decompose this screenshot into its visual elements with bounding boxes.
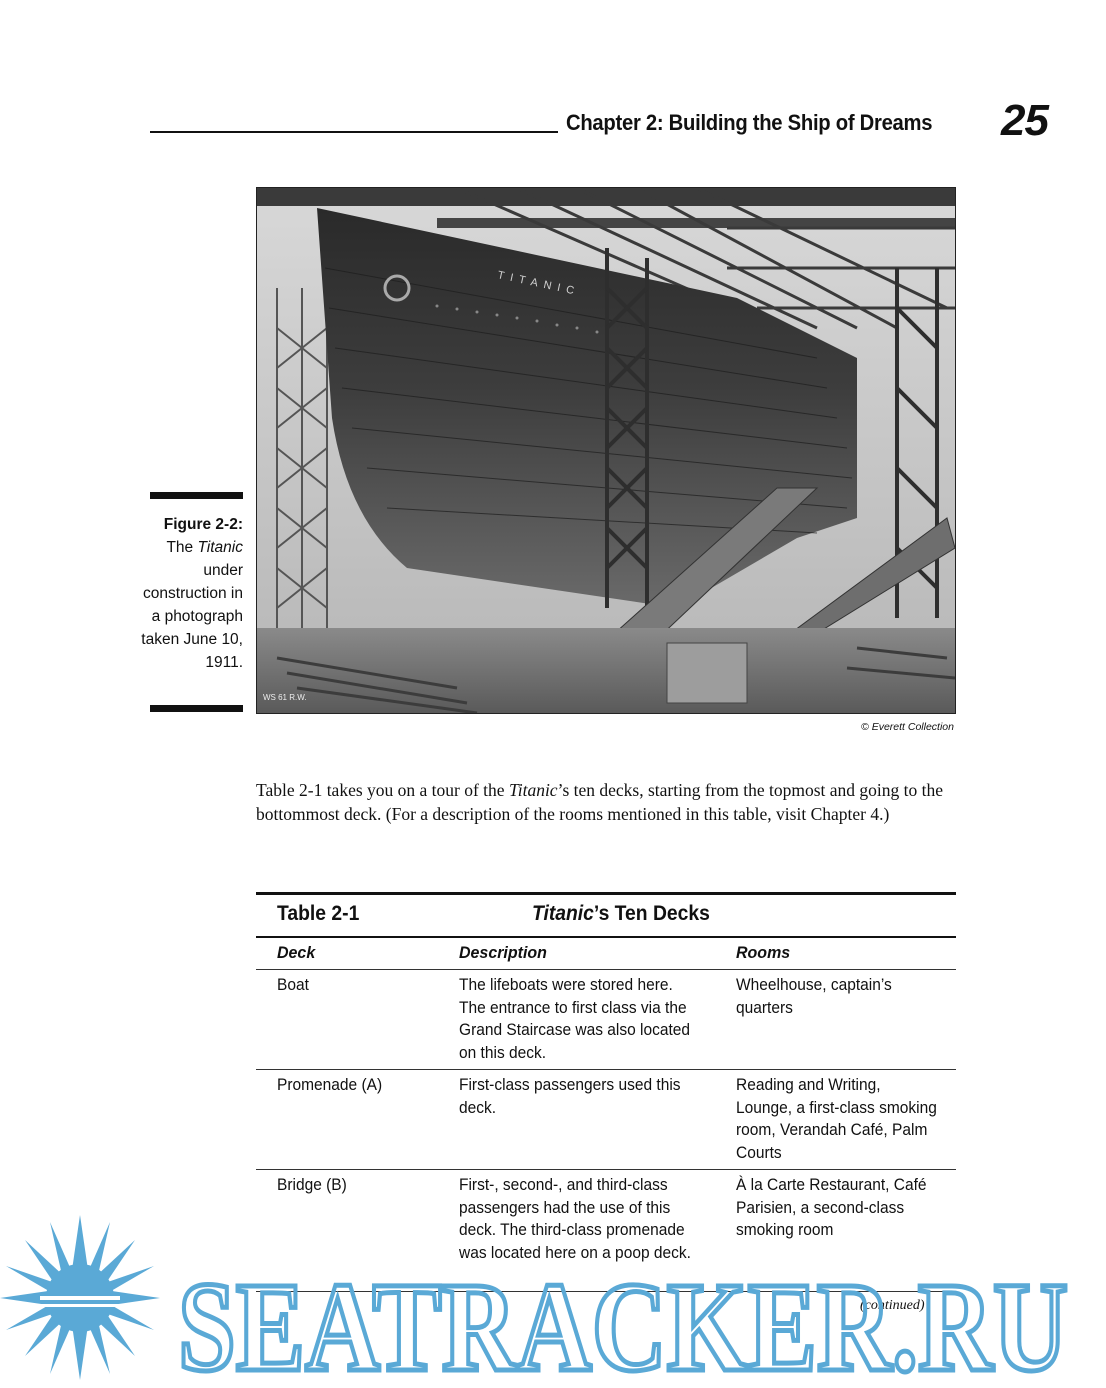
column-header-rooms: Rooms bbox=[736, 943, 791, 962]
header-rule bbox=[150, 131, 558, 133]
table-cell-description: The lifeboats were stored here. The entrance to first class via the Grand Staircase was also located on this deck. bbox=[459, 976, 691, 1063]
intro-after: ’s ten decks, starting from the topmost and going to the bottommost deck. (For a description of the rooms mentioned in this table, visit Chapter 4.) bbox=[256, 780, 944, 824]
photo-credit: © Everett Collection bbox=[861, 721, 954, 733]
table-cell-deck: Boat bbox=[277, 976, 309, 994]
table-row-rule bbox=[256, 1169, 956, 1170]
table-head-rule bbox=[256, 936, 956, 938]
caption-italic: Titanic bbox=[197, 539, 243, 556]
table-cell-deck: Promenade (A) bbox=[277, 1076, 383, 1094]
page-number: 25 bbox=[1001, 96, 1048, 145]
plate-mark: WS 61 R.W. bbox=[263, 693, 307, 702]
table-cell-rooms: Reading and Writing, Lounge, a first-class smoking room, Verandah Café, Palm Courts bbox=[736, 1076, 937, 1163]
table-title-italic: Titanic bbox=[532, 902, 594, 925]
table-cell-rooms: Wheelhouse, captain’s quarters bbox=[736, 976, 892, 1017]
table-cell-description: First-, second-, and third-class passengers had the use of this deck. The third-class promenade was located here on a poop deck. bbox=[459, 1176, 691, 1263]
table-bottom-rule bbox=[256, 1291, 956, 1292]
table-title-rest: ’s Ten Decks bbox=[593, 902, 710, 925]
watermark-text: SEATRACKER.RU bbox=[178, 1256, 1068, 1388]
table-cell-deck: Bridge (B) bbox=[277, 1176, 347, 1194]
intro-before: Table 2-1 takes you on a tour of the bbox=[256, 780, 509, 800]
titanic-construction-photo bbox=[256, 187, 956, 714]
table-title bbox=[532, 902, 710, 926]
continued-note: (continued) bbox=[860, 1298, 925, 1313]
intro-paragraph bbox=[256, 778, 956, 826]
table-label: Table 2-1 bbox=[277, 902, 360, 925]
figure-caption bbox=[140, 513, 243, 674]
table-cell-description: First-class passengers used this deck. bbox=[459, 1076, 681, 1117]
column-header-deck: Deck bbox=[277, 943, 316, 962]
table-top-rule bbox=[256, 892, 956, 895]
hull-lettering: TITANIC bbox=[496, 269, 582, 299]
sun-icon bbox=[0, 1215, 160, 1380]
column-header-description: Description bbox=[459, 943, 547, 962]
caption-bar-bottom bbox=[150, 705, 243, 712]
header-row-rule bbox=[256, 969, 956, 970]
caption-text-after: under construction in a photograph taken June 10, 1911. bbox=[141, 562, 243, 671]
caption-bar-top bbox=[150, 492, 243, 499]
intro-italic: Titanic bbox=[508, 780, 558, 800]
table-cell-rooms: À la Carte Restaurant, Café Parisien, a second-class smoking room bbox=[736, 1176, 927, 1240]
table-row-rule bbox=[256, 1069, 956, 1070]
caption-text-before: The bbox=[166, 539, 198, 556]
figure-label: Figure 2-2: bbox=[163, 516, 243, 533]
chapter-title: Chapter 2: Building the Ship of Dreams bbox=[566, 110, 933, 135]
